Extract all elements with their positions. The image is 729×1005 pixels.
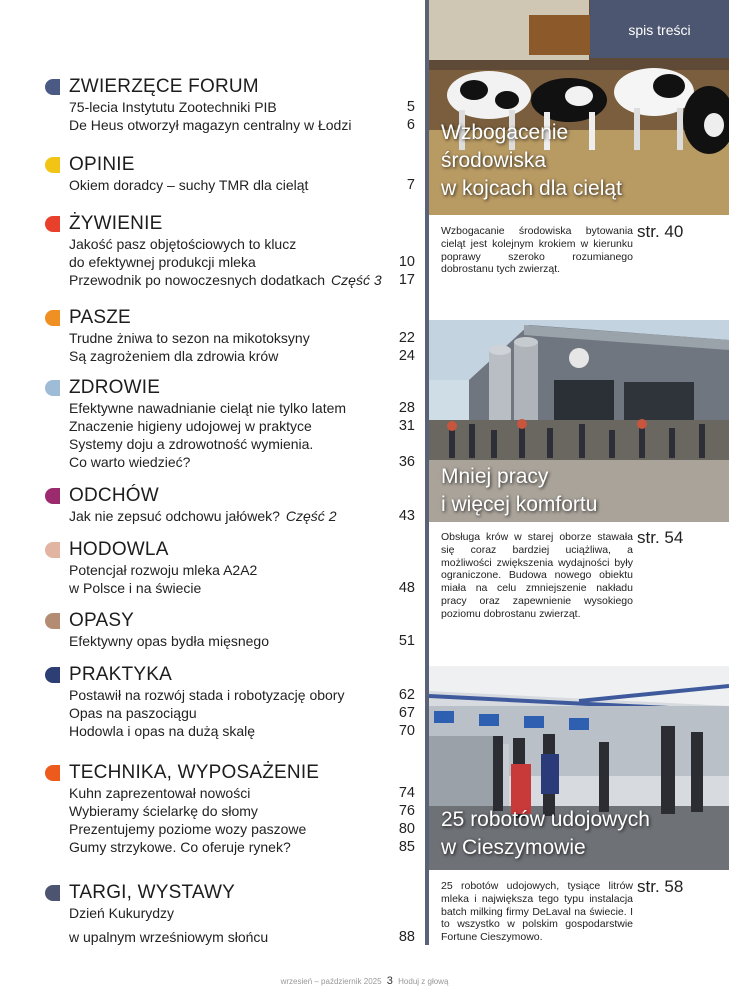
toc-entry[interactable]: Znaczenie higieny udojowej w praktyce 31	[69, 418, 415, 434]
footer-magazine: Hoduj z głową	[398, 977, 449, 986]
toc-entry[interactable]: De Heus otworzył magazyn centralny w Łodzi 6	[69, 117, 415, 133]
section-title: PRAKTYKA	[69, 664, 172, 685]
toc-entry[interactable]: Jak nie zepsuć odchowu jałówek? Część 2 43	[69, 508, 415, 524]
toc-entry[interactable]: Jakość pasz objętościowych to klucz	[69, 236, 297, 252]
contents-badge: spis treści	[590, 0, 729, 58]
section-marker	[45, 488, 60, 504]
toc-entry[interactable]: Okiem doradcy – suchy TMR dla cieląt 7	[69, 177, 415, 193]
section-marker	[45, 216, 60, 232]
section-marker	[45, 613, 60, 629]
toc-entry[interactable]: w Polsce i na świecie 48	[69, 580, 415, 596]
section-technika-wyposazenie	[45, 762, 415, 856]
section-zywienie	[45, 213, 415, 289]
section-title: PASZE	[69, 307, 131, 328]
toc-entry[interactable]: do efektywnej produkcji mleka 10	[69, 254, 415, 270]
toc-entry[interactable]: Trudne żniwa to sezon na mikotoksyny 22	[69, 330, 415, 346]
toc-entry[interactable]: Dzień Kukurydzy	[69, 905, 175, 921]
section-title: HODOWLA	[69, 539, 169, 560]
feature-image-barn[interactable]	[429, 320, 729, 522]
section-pasze	[45, 307, 415, 365]
section-marker	[45, 542, 60, 558]
section-marker	[45, 667, 60, 683]
feature-description: Obsługa krów w starej oborze stawała się coraz bardziej uciążliwa, a możliwości zwiększenia wydajności były ograniczone. Budowa nowego obiektu miała na celu zmniejszenie nakładu pracy oraz zapewnienie wysokiego poziomu dobrostanu zwierząt.	[441, 531, 633, 620]
toc-entry[interactable]: Co warto wiedzieć? 36	[69, 454, 415, 470]
section-title: TECHNIKA, WYPOSAŻENIE	[69, 762, 320, 783]
toc-entry[interactable]: Opas na paszociągu 67	[69, 705, 415, 721]
part-label: Część 2	[285, 508, 337, 524]
section-opasy	[45, 610, 415, 650]
section-marker	[45, 380, 60, 396]
toc-entry[interactable]: Potencjał rozwoju mleka A2A2	[69, 562, 258, 578]
page-number: 3	[386, 975, 393, 987]
feature-title: 25 robotów udojowych w Cieszymowie	[441, 808, 650, 859]
feature-description: Wzbogacanie środowiska bytowania cieląt jest kolejnym krokiem w kierunku poprawy szeroko rozumianego dobrostanu tych zwierząt.	[441, 225, 633, 276]
feature-title: Wzbogacenie środowiska w kojcach dla cieląt	[441, 121, 622, 200]
feature-page-link[interactable]: str. 58	[637, 877, 684, 896]
feature-page-link[interactable]: str. 40	[637, 222, 684, 241]
section-marker	[45, 79, 60, 95]
toc-entry[interactable]: w upalnym wrześniowym słońcu 88	[69, 929, 415, 945]
page-footer	[0, 975, 729, 987]
section-praktyka	[45, 664, 415, 740]
section-title: ŻYWIENIE	[69, 213, 163, 234]
section-title: TARGI, WYSTAWY	[69, 882, 236, 903]
feature-title: Mniej pracy i więcej komfortu	[441, 465, 598, 516]
toc-entry[interactable]: Systemy doju a zdrowotność wymienia.	[69, 436, 314, 452]
toc-entry[interactable]: Wybieramy ścielarkę do słomy 76	[69, 803, 415, 819]
section-title: ZWIERZĘCE FORUM	[69, 76, 259, 97]
section-odchow	[45, 485, 415, 525]
section-title: ZDROWIE	[69, 377, 161, 398]
toc-entry[interactable]: 75-lecia Instytutu Zootechniki PIB 5	[69, 99, 415, 115]
section-title: ODCHÓW	[69, 485, 159, 506]
toc-entry[interactable]: Prezentujemy poziome wozy paszowe 80	[69, 821, 415, 837]
section-title: OPASY	[69, 610, 135, 631]
section-marker	[45, 765, 60, 781]
section-hodowla	[45, 539, 415, 597]
section-targi-wystawy	[45, 882, 415, 946]
footer-issue: wrzesień – październik 2025	[280, 977, 382, 986]
part-label: Część 3	[331, 272, 382, 288]
feature-image-milking-robots[interactable]	[429, 666, 729, 870]
section-title: OPINIE	[69, 154, 135, 175]
toc-entry[interactable]: Przewodnik po nowoczesnych dodatkach Część 3 17	[69, 272, 415, 288]
section-opinie	[45, 154, 415, 194]
feature-description: 25 robotów udojowych, tysiące litrów mleka i największa tego typu instalacja batch milking firmy DeLaval na świecie. I to wszystko w polskim gospodarstwie Fortune Cieszymowo.	[441, 880, 633, 944]
section-marker	[45, 157, 60, 173]
section-marker	[45, 885, 60, 901]
toc-entry[interactable]: Postawił na rozwój stada i robotyzację obory 62	[69, 687, 415, 703]
feature-page-link[interactable]: str. 54	[637, 528, 684, 547]
toc-entry[interactable]: Hodowla i opas na dużą skalę 70	[69, 723, 415, 739]
section-marker	[45, 310, 60, 326]
section-zwierzece-forum	[45, 76, 415, 134]
toc-entry[interactable]: Gumy strzykowe. Co oferuje rynek? 85	[69, 839, 415, 855]
toc-entry[interactable]: Efektywny opas bydła mięsnego 51	[69, 633, 415, 649]
toc-entry[interactable]: Kuhn zaprezentował nowości 74	[69, 785, 415, 801]
toc-entry[interactable]: Efektywne nawadnianie cieląt nie tylko latem 28	[69, 400, 415, 416]
section-zdrowie	[45, 377, 415, 471]
toc-entry[interactable]: Są zagrożeniem dla zdrowia krów 24	[69, 348, 415, 364]
